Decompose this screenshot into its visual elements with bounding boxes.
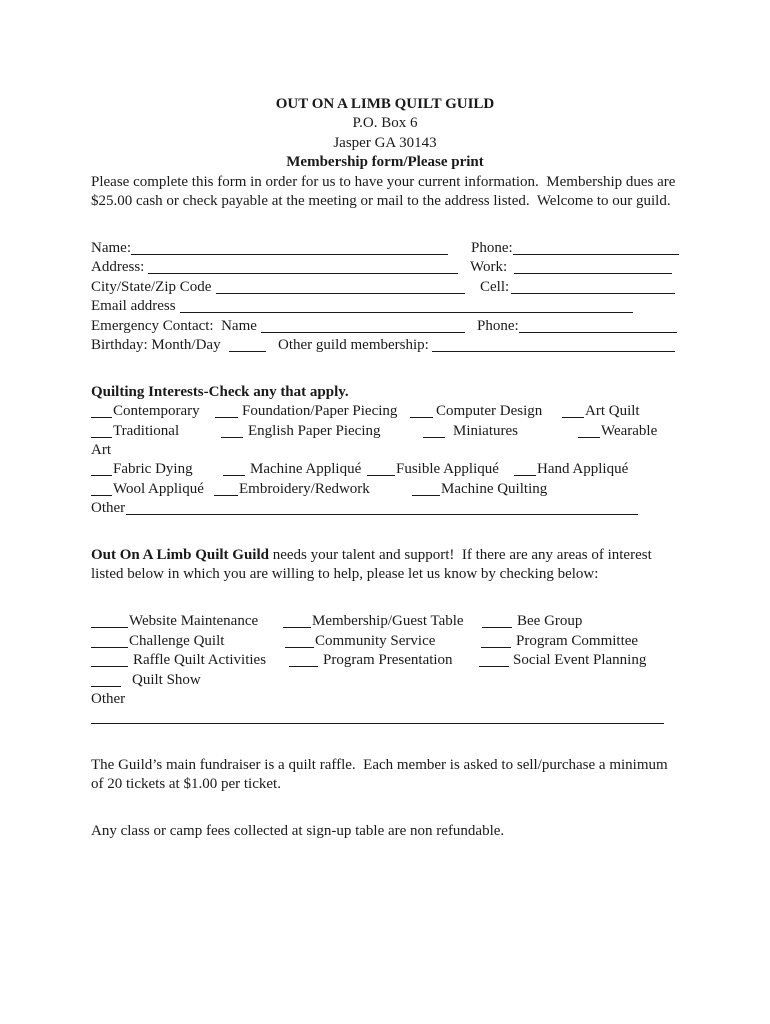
work-field[interactable] <box>514 260 672 274</box>
checkbox-miniatures[interactable] <box>423 424 445 438</box>
city-line: Jasper GA 30143 <box>333 135 437 151</box>
help-community: Community Service <box>315 633 436 649</box>
interest-other-label: Other <box>91 500 126 516</box>
checkbox-traditional[interactable] <box>91 424 112 438</box>
interests-heading: Quilting Interests-Check any that apply. <box>91 384 349 400</box>
interest-other-field[interactable] <box>126 501 638 515</box>
name-field[interactable] <box>131 241 448 255</box>
interest-embroidery: Embroidery/Redwork <box>239 481 370 497</box>
interest-machine-applique: Machine Appliqué <box>250 461 362 477</box>
other-guild-field[interactable] <box>432 338 675 352</box>
interest-miniatures: Miniatures <box>453 423 518 439</box>
checkbox-machine-quilting[interactable] <box>412 482 440 496</box>
email-label: Email address <box>91 298 176 314</box>
address-field[interactable] <box>148 260 458 274</box>
help-bee-group: Bee Group <box>517 613 583 629</box>
emergency-label: Emergency Contact: Name <box>91 318 257 334</box>
help-line-1-rest: needs your talent and support! If there are any areas of interest <box>268 547 652 563</box>
checkbox-program-committee[interactable] <box>481 634 511 648</box>
address-label: Address: <box>91 259 145 275</box>
help-other-field[interactable] <box>91 723 664 724</box>
checkbox-english[interactable] <box>221 424 243 438</box>
interest-wearable-art-cont: Art <box>91 442 111 458</box>
interest-contemporary: Contemporary <box>113 403 200 419</box>
checkbox-embroidery[interactable] <box>214 482 238 496</box>
checkbox-membership-table[interactable] <box>283 614 311 628</box>
cell-label: Cell: <box>480 279 510 295</box>
checkbox-program-presentation[interactable] <box>289 653 318 667</box>
city-state-zip-label: City/State/Zip Code <box>91 279 212 295</box>
fees-line: Any class or camp fees collected at sign-up table are non refundable. <box>91 823 505 839</box>
emergency-name-field[interactable] <box>261 319 465 333</box>
interest-wool: Wool Appliqué <box>113 481 204 497</box>
help-line-1 <box>91 546 652 564</box>
help-program-presentation: Program Presentation <box>323 652 453 668</box>
help-social: Social Event Planning <box>513 652 647 668</box>
work-label: Work: <box>470 259 508 275</box>
emergency-phone-label: Phone: <box>477 318 519 334</box>
interest-traditional: Traditional <box>113 423 180 439</box>
help-program-committee: Program Committee <box>516 633 639 649</box>
help-line-2: listed below in which you are willing to help, please let us know by checking below: <box>91 566 599 582</box>
cell-field[interactable] <box>511 280 675 294</box>
interest-wearable: Wearable <box>601 423 658 439</box>
help-quilt-show: Quilt Show <box>132 672 201 688</box>
birthday-field[interactable] <box>229 338 266 352</box>
checkbox-computer[interactable] <box>410 404 433 418</box>
intro-line-1: Please complete this form in order for us to have your current information. Membership dues are <box>91 174 676 190</box>
checkbox-foundation[interactable] <box>215 404 238 418</box>
interest-foundation: Foundation/Paper Piecing <box>242 403 398 419</box>
help-membership-table: Membership/Guest Table <box>312 613 464 629</box>
po-box: P.O. Box 6 <box>352 115 418 131</box>
birthday-label: Birthday: Month/Day <box>91 337 221 353</box>
interest-computer: Computer Design <box>436 403 543 419</box>
checkbox-quilt-show[interactable] <box>91 673 121 687</box>
interest-hand-applique: Hand Appliqué <box>537 461 629 477</box>
raffle-line-1: The Guild’s main fundraiser is a quilt raffle. Each member is asked to sell/purchase a minimum <box>91 757 668 773</box>
email-field[interactable] <box>180 299 633 313</box>
checkbox-challenge[interactable] <box>91 634 128 648</box>
interest-fabric-dying: Fabric Dying <box>113 461 193 477</box>
checkbox-bee-group[interactable] <box>482 614 512 628</box>
raffle-line-2: of 20 tickets at $1.00 per ticket. <box>91 776 281 792</box>
checkbox-contemporary[interactable] <box>91 404 112 418</box>
emergency-phone-field[interactable] <box>519 319 677 333</box>
phone-label: Phone: <box>471 240 513 256</box>
checkbox-fusible[interactable] <box>367 462 395 476</box>
checkbox-wearable[interactable] <box>578 424 600 438</box>
help-challenge: Challenge Quilt <box>129 633 225 649</box>
checkbox-machine-applique[interactable] <box>223 462 245 476</box>
form-title: Membership form/Please print <box>286 154 484 170</box>
name-label: Name: <box>91 240 131 256</box>
checkbox-art-quilt[interactable] <box>562 404 584 418</box>
help-guild-name: Out On A Limb Quilt Guild <box>91 547 269 563</box>
interest-english: English Paper Piecing <box>248 423 381 439</box>
interest-machine-quilting: Machine Quilting <box>441 481 548 497</box>
city-state-zip-field[interactable] <box>216 280 465 294</box>
checkbox-raffle[interactable] <box>91 653 128 667</box>
checkbox-wool[interactable] <box>91 482 112 496</box>
help-raffle: Raffle Quilt Activities <box>133 652 267 668</box>
org-name: OUT ON A LIMB QUILT GUILD <box>275 96 495 112</box>
interest-art-quilt: Art Quilt <box>585 403 640 419</box>
checkbox-fabric-dying[interactable] <box>91 462 112 476</box>
checkbox-community[interactable] <box>285 634 314 648</box>
checkbox-social[interactable] <box>479 653 509 667</box>
intro-line-2: $25.00 cash or check payable at the meeting or mail to the address listed. Welcome to our guild. <box>91 193 671 209</box>
checkbox-hand-applique[interactable] <box>514 462 536 476</box>
other-guild-label: Other guild membership: <box>278 337 429 353</box>
interest-fusible: Fusible Appliqué <box>396 461 499 477</box>
checkbox-website[interactable] <box>91 614 128 628</box>
help-other-label: Other <box>91 691 126 707</box>
help-website: Website Maintenance <box>129 613 259 629</box>
phone-field[interactable] <box>513 241 679 255</box>
